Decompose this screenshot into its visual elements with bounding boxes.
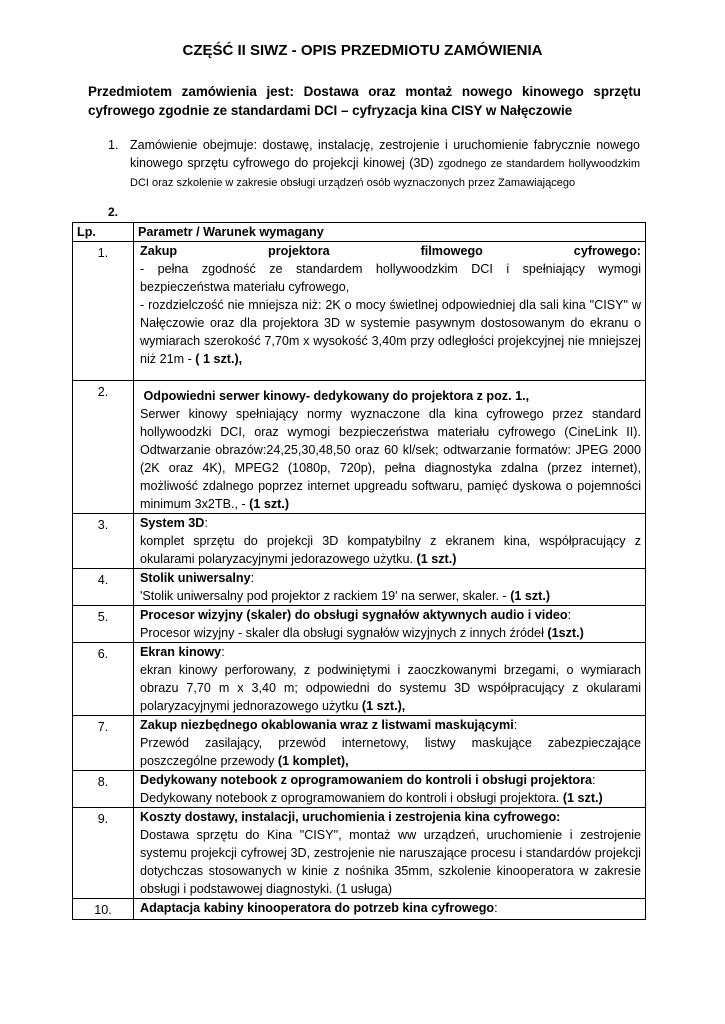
list-number: 1. xyxy=(108,138,119,152)
column-header-lp: Lp. xyxy=(73,223,134,242)
row-title: Koszty dostawy, instalacji, uruchomienia i zestrojenia kina cyfrowego: xyxy=(140,810,561,824)
table-row xyxy=(73,242,646,381)
row-title: Zakup projektora filmowego cyfrowego: xyxy=(140,244,641,258)
row-body: Przewód zasilający, przewód internetowy, listwy maskujące zabezpieczające poszczególne przewody xyxy=(140,736,641,768)
list-item-text: Zamówienie obejmuje: dostawę, instalację, zestrojenie i uruchomienie fabrycznie nowego kinowego sprzętu cyfrowego do projekcji kinowej (3D) zgodnego ze standardem hollywoodzkim DCI oraz szkolenie w zakresie obsługi urządzeń osób wyznaczonych przez Zamawiającego xyxy=(130,138,640,189)
row-number: 2. xyxy=(73,381,134,514)
row-body: Serwer kinowy spełniający normy wyznaczone dla kina cyfrowego przez standard hollywoodzki DCI, oraz wymogi bezpieczeństwa materiału cyfrowego (CineLink II). Odtwarzanie obrazów:24,25,30,48,50 oraz 60 kl/sek; odtwarzanie formatów: JPEG 2000 (2K oraz 4K), MPEG2 (1080p, 720p), pełna diagnostyka zdalna (przez internet), możliwość zdalnego poprzez internet upgreadu softwaru, pamięć dyskowa o pojemności minimum 3x2TB., - xyxy=(140,407,641,511)
page-title: CZĘŚĆ II SIWZ - OPIS PRZEDMIOTU ZAMÓWIENIA xyxy=(182,42,543,59)
row-content xyxy=(134,808,646,899)
row-title: Dedykowany notebook z oprogramowaniem do kontroli i obsługi projektora xyxy=(140,773,593,787)
row-body: Dedykowany notebook z oprogramowaniem do kontroli i obsługi projektora. xyxy=(140,791,563,805)
list-item-1 xyxy=(108,136,640,192)
row-quantity: (1 szt.), xyxy=(361,699,406,713)
table-row xyxy=(73,643,646,716)
row-number: 6. xyxy=(73,643,134,716)
row-body: Dostawa sprzętu do Kina "CISY", montaż ww urządzeń, uruchomienie i zestrojenie systemu projekcji cyfrowej 3D, zestrojenie nie naruszające procesu i standardów projekcji dotychczas stosowanych w kinie z nośnika 35mm, szkolenie kinooperatora w zakresie obsługi i podstawowej diagnostyki. xyxy=(140,828,641,896)
row-quantity: (1 komplet), xyxy=(277,754,349,768)
row-number: 1. xyxy=(73,242,134,381)
row-quantity: (1szt.) xyxy=(547,626,584,640)
table-header-row xyxy=(73,223,646,242)
row-content xyxy=(134,381,646,514)
row-body: Procesor wizyjny - skaler dla obsługi sygnałów wizyjnych z innych źródeł xyxy=(140,626,548,640)
row-number: 8. xyxy=(73,771,134,808)
table-row xyxy=(73,899,646,920)
row-content: Adaptacja kabiny kinooperatora do potrzeb kina cyfrowego: xyxy=(134,899,646,920)
row-content: Zakup niezbędnego okablowania wraz z listwami maskującymi: Przewód zasilający, przewód internetowy, listwy maskujące zabezpieczające poszczególne przewody (1 komplet), xyxy=(134,716,646,771)
row-body: - pełna zgodność ze standardem hollywoodzkim DCI i spełniający wymogi bezpieczeństwa materiału cyfrowego, - rozdzielczość nie mniejsza niż: 2K o mocy świetlnej odpowiedniej dla sali kina "CISY" w Nałęczowie oraz dla projektora 3D w systemie pasywnym dostosowanym do ekranu o wymiarach szerokość 7,70m x wysokość 3,40m przy odległości projekcyjnej nie mniejszej niż 21m - xyxy=(140,262,641,366)
row-body: komplet sprzętu do projekcji 3D kompatybilny z ekranem kina, współpracujący z okularami polaryzacyjnymi jedorazowego użytku. xyxy=(140,534,641,566)
row-title: Adaptacja kabiny kinooperatora do potrzeb kina cyfrowego xyxy=(140,901,495,915)
row-number: 4. xyxy=(73,569,134,606)
row-quantity: (1 szt.) xyxy=(416,552,457,566)
row-number: 10. xyxy=(73,899,134,920)
row-title: Stolik uniwersalny xyxy=(140,571,251,585)
row-quantity: (1 usługa) xyxy=(336,882,393,896)
row-number: 7. xyxy=(73,716,134,771)
table-row xyxy=(73,771,646,808)
row-body: 'Stolik uniwersalny pod projektor z rackiem 19' na serwer, skaler. - xyxy=(140,589,511,603)
row-title: System 3D xyxy=(140,516,205,530)
order-subject: Przedmiotem zamówienia jest: Dostawa oraz montaż nowego kinowego sprzętu cyfrowego zgodnie ze standardami DCI – cyfryzacja kina CISY w Nałęczowie xyxy=(88,84,641,118)
table-row xyxy=(73,606,646,643)
row-quantity: (1 szt.) xyxy=(249,497,290,511)
list-item-2: 2. xyxy=(108,205,119,219)
table-row xyxy=(73,569,646,606)
row-quantity: (1 szt.) xyxy=(562,791,603,805)
row-content: System 3D: komplet sprzętu do projekcji 3D kompatybilny z ekranem kina, współpracujący z okularami polaryzacyjnymi jedorazowego użytku. (1 szt.) xyxy=(134,514,646,569)
row-content: Procesor wizyjny (skaler) do obsługi sygnałów aktywnych audio i video: Procesor wizyjny - skaler dla obsługi sygnałów wizyjnych z innych źródeł (1szt.) xyxy=(134,606,646,643)
row-content xyxy=(134,242,646,381)
row-content: Stolik uniwersalny: 'Stolik uniwersalny pod projektor z rackiem 19' na serwer, skaler. - (1 szt.) xyxy=(134,569,646,606)
row-quantity: (1 szt.) xyxy=(510,589,551,603)
table-row xyxy=(73,381,646,514)
row-title: Procesor wizyjny (skaler) do obsługi sygnałów aktywnych audio i video xyxy=(140,608,568,622)
row-quantity: ( 1 szt.), xyxy=(195,352,243,366)
row-title: Odpowiedni serwer kinowy- dedykowany do projektora z poz. 1., xyxy=(140,389,530,403)
row-number: 5. xyxy=(73,606,134,643)
column-header-parameter: Parametr / Warunek wymagany xyxy=(134,223,646,242)
table-row xyxy=(73,716,646,771)
row-content: Ekran kinowy: ekran kinowy perforowany, z podwiniętymi i zaoczkowanymi brzegami, o wymiarach obrazu 7,70 m x 3,40 m; odpowiedni do systemu 3D współpracujący z okularami polaryzacyjnymi jednorazowego użytku (1 szt.), xyxy=(134,643,646,716)
table-row xyxy=(73,514,646,569)
row-number: 9. xyxy=(73,808,134,899)
row-content: Dedykowany notebook z oprogramowaniem do kontroli i obsługi projektora: Dedykowany notebook z oprogramowaniem do kontroli i obsługi projektora. (1 szt.) xyxy=(134,771,646,808)
row-number: 3. xyxy=(73,514,134,569)
row-title: Ekran kinowy xyxy=(140,645,222,659)
table-row xyxy=(73,808,646,899)
requirements-table xyxy=(72,222,646,920)
row-title: Zakup niezbędnego okablowania wraz z listwami maskującymi xyxy=(140,718,514,732)
row-body: ekran kinowy perforowany, z podwiniętymi i zaoczkowanymi brzegami, o wymiarach obrazu 7,70 m x 3,40 m; odpowiedni do systemu 3D współpracujący z okularami polaryzacyjnymi jednorazowego użytku xyxy=(140,663,641,713)
